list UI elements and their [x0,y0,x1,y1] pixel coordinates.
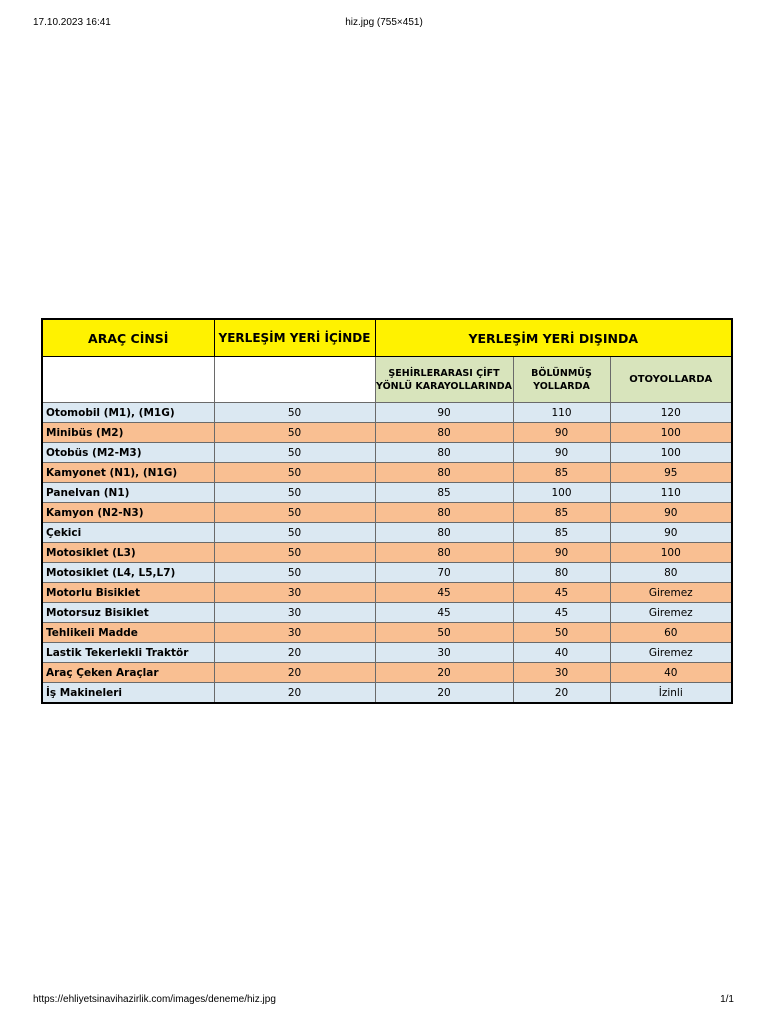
print-footer [0,994,768,1008]
table-row [42,663,732,683]
table-row [42,623,732,643]
vehicle-name-cell: Kamyonet (N1), (N1G) [42,463,214,483]
intercity-speed-cell: 80 [375,503,513,523]
header-intercity-roads: ŞEHİRLERARASI ÇİFT YÖNLÜ KARAYOLLARINDA [375,357,513,403]
motorway-speed-cell: İzinli [610,683,732,704]
inside-speed-cell: 30 [214,623,375,643]
table-body [42,403,732,704]
inside-speed-cell: 50 [214,463,375,483]
vehicle-name-cell: Tehlikeli Madde [42,623,214,643]
motorway-speed-cell: 100 [610,543,732,563]
inside-speed-cell: 50 [214,543,375,563]
divided-speed-cell: 90 [513,423,610,443]
empty-subheader-cell [214,357,375,403]
inside-speed-cell: 50 [214,403,375,423]
divided-speed-cell: 45 [513,583,610,603]
motorway-speed-cell: 95 [610,463,732,483]
table-row [42,583,732,603]
vehicle-name-cell: Motosiklet (L4, L5,L7) [42,563,214,583]
divided-speed-cell: 80 [513,563,610,583]
vehicle-name-cell: Otomobil (M1), (M1G) [42,403,214,423]
motorway-speed-cell: Giremez [610,583,732,603]
divided-speed-cell: 90 [513,543,610,563]
inside-speed-cell: 50 [214,563,375,583]
table-row [42,683,732,704]
vehicle-name-cell: Lastik Tekerlekli Traktör [42,643,214,663]
intercity-speed-cell: 80 [375,463,513,483]
inside-speed-cell: 50 [214,483,375,503]
divided-speed-cell: 85 [513,523,610,543]
print-title: hiz.jpg (755×451) [345,17,423,28]
table-row [42,463,732,483]
table-row [42,563,732,583]
divided-speed-cell: 30 [513,663,610,683]
motorway-speed-cell: 80 [610,563,732,583]
inside-speed-cell: 20 [214,643,375,663]
motorway-speed-cell: Giremez [610,643,732,663]
vehicle-name-cell: Araç Çeken Araçlar [42,663,214,683]
table-row [42,543,732,563]
table-row [42,603,732,623]
motorway-speed-cell: 60 [610,623,732,643]
print-header [0,17,768,31]
vehicle-name-cell: Otobüs (M2-M3) [42,443,214,463]
intercity-speed-cell: 80 [375,443,513,463]
table-row [42,523,732,543]
intercity-speed-cell: 45 [375,583,513,603]
header-divided-roads: BÖLÜNMÜŞ YOLLARDA [513,357,610,403]
intercity-speed-cell: 80 [375,423,513,443]
motorway-speed-cell: 100 [610,423,732,443]
vehicle-name-cell: Motorlu Bisiklet [42,583,214,603]
divided-speed-cell: 20 [513,683,610,704]
motorway-speed-cell: 110 [610,483,732,503]
table-row [42,503,732,523]
print-datetime: 17.10.2023 16:41 [33,17,111,28]
empty-subheader-cell [42,357,214,403]
table-row [42,643,732,663]
intercity-speed-cell: 50 [375,623,513,643]
header-inside-settlement: YERLEŞİM YERİ İÇİNDE [214,319,375,357]
table-row [42,443,732,463]
vehicle-name-cell: Minibüs (M2) [42,423,214,443]
intercity-speed-cell: 85 [375,483,513,503]
intercity-speed-cell: 20 [375,663,513,683]
vehicle-name-cell: Kamyon (N2-N3) [42,503,214,523]
divided-speed-cell: 110 [513,403,610,423]
page-number: 1/1 [720,994,734,1005]
inside-speed-cell: 50 [214,443,375,463]
divided-speed-cell: 85 [513,503,610,523]
inside-speed-cell: 50 [214,523,375,543]
inside-speed-cell: 20 [214,683,375,704]
table-row [42,403,732,423]
vehicle-name-cell: Panelvan (N1) [42,483,214,503]
inside-speed-cell: 50 [214,503,375,523]
vehicle-name-cell: Motosiklet (L3) [42,543,214,563]
vehicle-name-cell: İş Makineleri [42,683,214,704]
inside-speed-cell: 30 [214,603,375,623]
motorway-speed-cell: 40 [610,663,732,683]
intercity-speed-cell: 80 [375,543,513,563]
motorway-speed-cell: 120 [610,403,732,423]
header-motorways: OTOYOLLARDA [610,357,732,403]
divided-speed-cell: 50 [513,623,610,643]
vehicle-name-cell: Motorsuz Bisiklet [42,603,214,623]
motorway-speed-cell: 100 [610,443,732,463]
motorway-speed-cell: Giremez [610,603,732,623]
intercity-speed-cell: 80 [375,523,513,543]
intercity-speed-cell: 20 [375,683,513,704]
divided-speed-cell: 100 [513,483,610,503]
source-url: https://ehliyetsinavihazirlik.com/images/deneme/hiz.jpg [33,994,276,1005]
intercity-speed-cell: 70 [375,563,513,583]
intercity-speed-cell: 30 [375,643,513,663]
speed-limits-table [41,318,733,704]
divided-speed-cell: 90 [513,443,610,463]
header-outside-settlement: YERLEŞİM YERİ DIŞINDA [375,319,732,357]
motorway-speed-cell: 90 [610,503,732,523]
inside-speed-cell: 50 [214,423,375,443]
divided-speed-cell: 40 [513,643,610,663]
divided-speed-cell: 85 [513,463,610,483]
motorway-speed-cell: 90 [610,523,732,543]
table-row [42,423,732,443]
vehicle-name-cell: Çekici [42,523,214,543]
intercity-speed-cell: 90 [375,403,513,423]
header-vehicle-type: ARAÇ CİNSİ [42,319,214,357]
inside-speed-cell: 20 [214,663,375,683]
table-row [42,483,732,503]
inside-speed-cell: 30 [214,583,375,603]
intercity-speed-cell: 45 [375,603,513,623]
divided-speed-cell: 45 [513,603,610,623]
